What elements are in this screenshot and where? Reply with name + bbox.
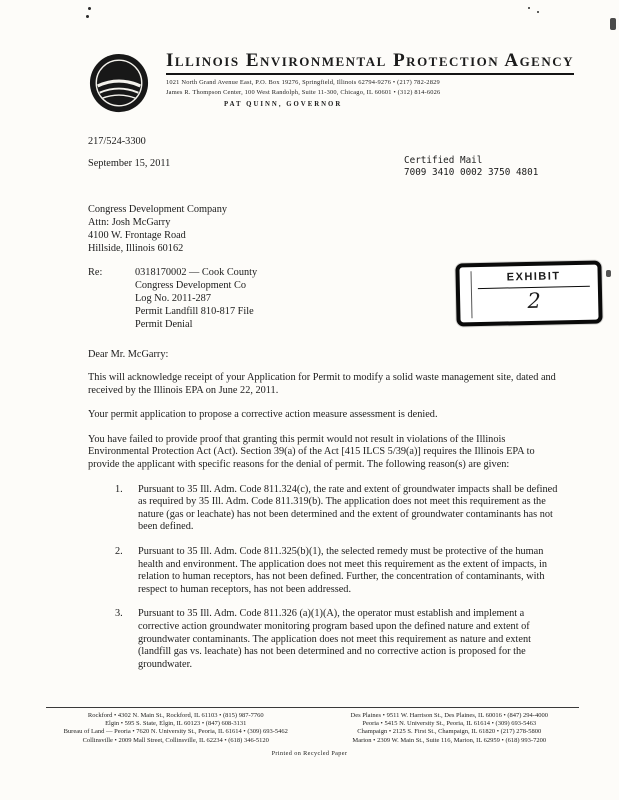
footer-offices — [46, 707, 579, 745]
office-address: Bureau of Land — Peoria • 7620 N. University St., Peoria, IL 61614 • (309) 693-5462 — [63, 728, 288, 736]
reason-item — [115, 484, 566, 534]
agency-address-line2: James R. Thompson Center, 100 West Randolph, Suite 11-300, Chicago, IL 60601 • (312) 814-6026 — [166, 89, 441, 96]
agency-name: Illinois Environmental Protection Agency — [166, 50, 574, 75]
letter-body — [88, 372, 566, 683]
reason-number: 1. — [115, 483, 123, 495]
reason-item — [115, 546, 566, 596]
office-address: Marion • 2309 W. Main St., Suite 116, Marion, IL 62959 • (618) 993-7200 — [352, 736, 547, 744]
certified-mail-label: Certified Mail — [404, 155, 483, 166]
scan-artifact — [88, 7, 91, 10]
recipient-line: 4100 W. Frontage Road — [88, 230, 186, 241]
re-line: Permit Landfill 810-817 File — [135, 306, 254, 317]
re-line: Congress Development Co — [135, 280, 246, 291]
office-address: Rockford • 4302 N. Main St., Rockford, IL 61103 • (815) 987-7760 — [87, 712, 264, 719]
epa-seal-logo — [88, 52, 150, 114]
re-line: Permit Denial — [135, 319, 193, 330]
scan-artifact — [528, 7, 530, 9]
recipient-line: Congress Development Company — [88, 204, 227, 215]
scan-artifact — [610, 18, 616, 30]
certified-mail-block — [404, 155, 538, 179]
office-address: Des Plaines • 9511 W. Harrison St., Des Plaines, IL 60016 • (847) 294-4000 — [350, 712, 548, 719]
office-address: Collinsville • 2009 Mall Street, Collinsville, IL 62234 • (618) 346-5120 — [82, 736, 269, 744]
scan-artifact — [86, 15, 89, 18]
reasons-list — [88, 484, 566, 672]
scan-artifact — [606, 270, 611, 277]
letterhead — [88, 50, 583, 114]
exhibit-number: 2 — [527, 288, 542, 314]
paragraph: This will acknowledge receipt of your Application for Permit to modify a solid waste management site, dated and received by the Illinois EPA on June 22, 2011. — [88, 372, 556, 396]
recipient-line: Attn: Josh McGarry — [88, 217, 171, 228]
reason-number: 3. — [115, 608, 123, 620]
re-line: Log No. 2011-287 — [135, 293, 211, 304]
re-line: 0318170002 — Cook County — [135, 267, 258, 278]
reason-text: Pursuant to 35 Ill. Adm. Code 811.325(b)(1), the selected remedy must be protective of the human health and environment. The application does not meet this requirement as the extent of impacts, in relation to human receptors, has not been defined. Further, the concentration of contaminants, with respect to human receptors, has not been addressed. — [138, 545, 547, 595]
letter-date: September 15, 2011 — [88, 158, 171, 169]
paragraph: You have failed to provide proof that granting this permit would not result in violations of the Illinois Environmental Protection Act (Act). Section 39(a) of the Act [415 ILCS 5/39(a)] requires the Illinois EPA to provide the applicant with specific reasons for the denial of permit. The following reason(s) are given: — [88, 433, 535, 470]
re-block — [88, 266, 257, 331]
phone-number: 217/524-3300 — [88, 136, 146, 147]
exhibit-stamp — [455, 260, 602, 326]
scan-artifact — [537, 11, 539, 13]
office-address: Elgin • 595 S. State, Elgin, IL 60123 • (847) 608-3131 — [105, 720, 247, 728]
office-address: Peoria • 5415 N. University St., Peoria, IL 61614 • (309) 693-5463 — [362, 720, 537, 728]
reason-item — [115, 608, 566, 671]
re-lines — [135, 266, 257, 331]
re-label: Re: — [88, 267, 103, 278]
recipient-address — [88, 203, 227, 255]
recipient-line: Hillside, Illinois 60162 — [88, 243, 184, 254]
reason-text: Pursuant to 35 Ill. Adm. Code 811.326 (a)(1)(A), the operator must establish and implement a corrective action groundwater monitoring program based upon the defined nature and extent of groundwater contaminants. The application does not meet this requirement as nature and extent (landfill gas vs. leachate) has not been determined and no corrective action is proposed for the groundwater. — [138, 608, 531, 670]
paragraph: Your permit application to propose a corrective action measure assessment is denied. — [88, 409, 438, 421]
recycled-note: Printed on Recycled Paper — [271, 750, 348, 757]
certified-mail-number: 7009 3410 0002 3750 4801 — [404, 167, 539, 178]
exhibit-label: EXHIBIT — [506, 270, 561, 284]
reason-text: Pursuant to 35 Ill. Adm. Code 811.324(c), the rate and extent of groundwater impacts shall be defined as required by 35 Ill. Adm. Code 811.319(b). The application does not meet this requirement as the nature (gas or leachate) has not been determined and the extent of groundwater contaminants has not been defined. — [138, 483, 558, 533]
office-address: Champaign • 2125 S. First St., Champaign, IL 61820 • (217) 278-5800 — [357, 728, 542, 736]
governor-line: PAT QUINN, GOVERNOR — [224, 101, 343, 108]
exhibit-side-band — [471, 271, 473, 318]
reason-number: 2. — [115, 545, 123, 557]
letterhead-text — [166, 50, 574, 114]
agency-address-line1: 1021 North Grand Avenue East, P.O. Box 19276, Springfield, Illinois 62794-9276 • (217) 782-2829 — [166, 78, 440, 86]
salutation: Dear Mr. McGarry: — [88, 349, 169, 360]
